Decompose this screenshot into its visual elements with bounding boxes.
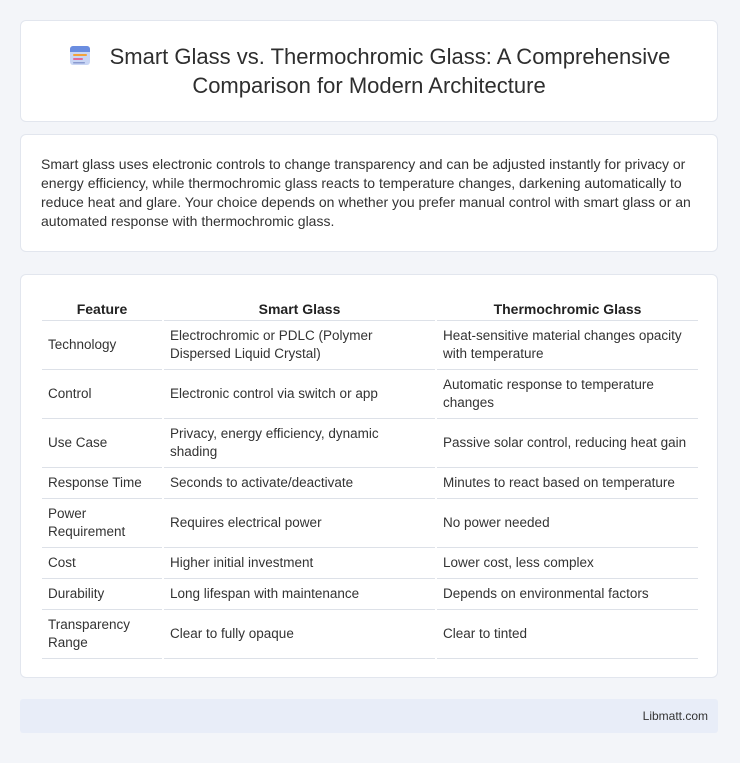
title-card — [20, 20, 718, 122]
footer — [20, 699, 718, 733]
smart-glass-cell: Clear to fully opaque — [164, 610, 435, 659]
feature-cell: Response Time — [42, 468, 162, 499]
feature-cell: Cost — [42, 548, 162, 579]
header-feature: Feature — [42, 295, 162, 321]
thermochromic-cell: Passive solar control, reducing heat gain — [437, 419, 698, 468]
header-thermochromic-glass: Thermochromic Glass — [437, 295, 698, 321]
page-title-text: Smart Glass vs. Thermochromic Glass: A Comprehensive Comparison for Modern Architecture — [109, 44, 671, 98]
comparison-table-card — [20, 274, 718, 678]
feature-cell: Power Requirement — [42, 499, 162, 548]
thermochromic-cell: No power needed — [437, 499, 698, 548]
page-title — [21, 42, 717, 100]
feature-cell: Control — [42, 370, 162, 419]
feature-cell: Transparency Range — [42, 610, 162, 659]
smart-glass-cell: Privacy, energy efficiency, dynamic shading — [164, 419, 435, 468]
intro-text: Smart glass uses electronic controls to change transparency and can be adjusted instantly for privacy or energy efficiency, while thermochromic glass reacts to temperature changes, darkening automatically to reduce heat and glare. Your choice depends on whether you prefer manual control with smart glass or an automated response with thermochromic glass. — [41, 156, 691, 229]
table-row — [42, 499, 698, 548]
feature-cell: Durability — [42, 579, 162, 610]
smart-glass-cell: Long lifespan with maintenance — [164, 579, 435, 610]
thermochromic-cell: Minutes to react based on temperature — [437, 468, 698, 499]
comparison-table — [40, 295, 700, 659]
table-row — [42, 579, 698, 610]
thermochromic-cell: Automatic response to temperature changes — [437, 370, 698, 419]
calendar-icon — [68, 43, 92, 67]
thermochromic-cell: Clear to tinted — [437, 610, 698, 659]
header-smart-glass: Smart Glass — [164, 295, 435, 321]
smart-glass-cell: Requires electrical power — [164, 499, 435, 548]
thermochromic-cell: Heat-sensitive material changes opacity with temperature — [437, 321, 698, 370]
table-row — [42, 370, 698, 419]
table-row — [42, 548, 698, 579]
feature-cell: Use Case — [42, 419, 162, 468]
smart-glass-cell: Higher initial investment — [164, 548, 435, 579]
feature-cell: Technology — [42, 321, 162, 370]
smart-glass-cell: Seconds to activate/deactivate — [164, 468, 435, 499]
table-header-row — [42, 295, 698, 321]
table-row — [42, 610, 698, 659]
intro-card — [20, 134, 718, 252]
smart-glass-cell: Electrochromic or PDLC (Polymer Dispersed Liquid Crystal) — [164, 321, 435, 370]
table-row — [42, 468, 698, 499]
table-row — [42, 419, 698, 468]
thermochromic-cell: Depends on environmental factors — [437, 579, 698, 610]
smart-glass-cell: Electronic control via switch or app — [164, 370, 435, 419]
footer-brand: Libmatt.com — [642, 709, 708, 723]
thermochromic-cell: Lower cost, less complex — [437, 548, 698, 579]
table-row — [42, 321, 698, 370]
